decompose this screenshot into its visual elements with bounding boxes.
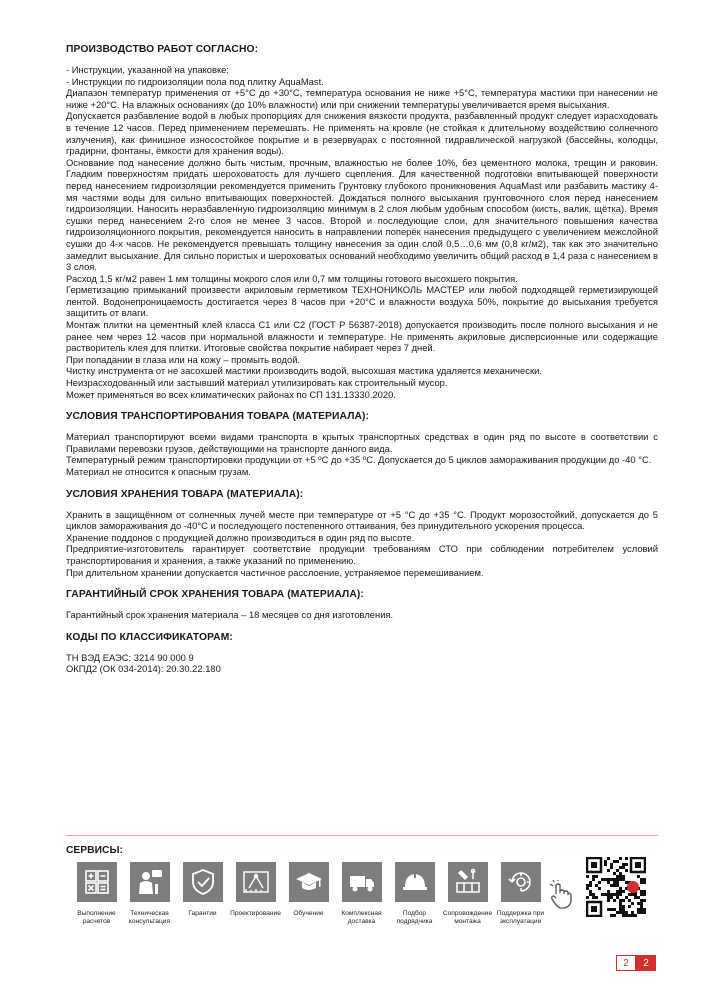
section-codes	[66, 632, 658, 675]
page-total: 2	[636, 955, 656, 971]
paragraph: Чистку инструмента от не засохшей мастики производить водой, высохшая мастика удаляется механически.	[66, 365, 542, 377]
section-title: КОДЫ ПО КЛАССИФИКАТОРАМ:	[66, 631, 233, 643]
paragraph: - Инструкции, указанной на упаковке;	[66, 64, 230, 75]
pointer-hand-icon	[548, 880, 574, 910]
service-label: Гарантии	[188, 910, 217, 917]
consultant-icon	[135, 867, 165, 897]
paragraph: ТН ВЭД ЕАЭС: 3214 90 000 9	[66, 651, 194, 663]
paragraph: Может применяться во всех климатических районах по СП 131.13330.2020.	[66, 388, 396, 400]
paragraph: Расход 1,5 кг/м2 равен 1 мм толщины мокрого слоя или 0,7 мм толщины готового высохшего покрытия.	[66, 272, 518, 284]
paragraph: Материал транспортируют всеми видами транспорта в крытых транспортных средствах в один ряд по высоте в соответствии с Правилами перевозки грузов, действующими на транспорте данного вида.	[66, 431, 658, 454]
paragraph: - Инструкции по гидроизоляции пола под плитку AquaMast.	[66, 75, 324, 87]
installation-icon	[453, 867, 483, 897]
paragraph: Хранение поддонов с продукцией должно производиться в один ряд по высоте.	[66, 531, 415, 543]
service-label: Выполнение расчетов	[77, 910, 116, 925]
footer-divider	[66, 835, 658, 836]
blueprint-icon	[241, 867, 271, 897]
document-body	[66, 44, 658, 686]
page-number	[616, 955, 656, 971]
service-label: Техническая консультация	[128, 910, 171, 925]
services-title: СЕРВИСЫ:	[66, 845, 123, 856]
service-calculations[interactable]	[70, 862, 123, 926]
service-guarantees[interactable]	[176, 862, 229, 926]
paragraph: Герметизацию примыканий произвести акриловым герметиком ТЕХНОНИКОЛЬ МАСТЕР или любой подходящей герметизирующей лентой. Водонепроницаемость достигается через 8 часов при +20°С и влажности воздуха 50%, покрытие до высыхания требуется защитить от влаги.	[66, 284, 658, 319]
support-icon	[506, 867, 536, 897]
hard-hat-icon	[400, 867, 430, 897]
service-contractor[interactable]	[388, 862, 441, 926]
paragraph: ОКПД2 (ОК 034-2014): 20.30.22.180	[66, 663, 221, 675]
section-title: УСЛОВИЯ ТРАНСПОРТИРОВАНИЯ ТОВАРА (МАТЕРИАЛА):	[66, 411, 370, 423]
paragraph: Неизрасходованный или застывший материал утилизировать как строительный мусор.	[66, 377, 448, 389]
section-body	[66, 652, 658, 675]
service-installation[interactable]	[441, 862, 494, 926]
paragraph: Диапазон температур применения от +5°С до +30°С, температура основания не ниже +5°С, температура мастики при нанесении не ниже +20°С. На влажных основаниях (до 10% влажности) или при снижении температуры увеличивается время высыхания.	[66, 87, 658, 110]
service-label: Поддержка при эксплуатации	[496, 910, 545, 925]
section-warranty	[66, 589, 658, 621]
service-support[interactable]	[494, 862, 547, 926]
section-body	[66, 609, 658, 621]
section-body	[66, 64, 658, 400]
qr-code-icon[interactable]	[586, 857, 646, 917]
paragraph: Материал не относится к опасным грузам.	[66, 466, 251, 477]
paragraph: Основание под нанесение должно быть чистым, прочным, влажностью не более 10%, без цементного молока, трещин и раковин. Гладким поверхностям придать шероховатость для лучшего сцепления. Для качественной подготовки впитывающей поверхности перед нанесением гидроизоляции рекомендуется применить Грунтовку глубокого проникновения AquaMast или разбавить мастику 4-мя частями воды для сильно впитывающих поверхностей. Дождаться полного высыхания грунтовочного слоя перед нанесением гидроизоляции. Наносить неразбавленную гидроизоляцию минимум в 2 слоя любым удобным способом (кисть, валик, щётка). Время сушки перед нанесением 2-го слоя не менее 3 часов. Второй и последующие слои, для значительного повышения качества гидроизоляционного покрытия, рекомендуется наносить в направлении поперёк нанесения предыдущего с увеличением межслойной сушки до 4-х часов. Не рекомендуется превышать толщину нанесения за один слой 0,5…0,6 мм (0,8 кг/м2), так как это значительно замедлит высыхание. Для сильно пористых и шероховатых оснований необходимо увеличить общий расход в 1,4 раза с нанесением в 3 слоя.	[66, 156, 658, 273]
paragraph: Хранить в защищённом от солнечных лучей месте при температуре от +5 °С до +35 °С. Продукт морозостойкий, допускается до 5 циклов замораживания до -40°С и последующего постепенного оттаивания, без принудительного ускорения процесса.	[66, 508, 658, 532]
section-title: УСЛОВИЯ ХРАНЕНИЯ ТОВАРА (МАТЕРИАЛА):	[66, 488, 304, 500]
paragraph: Предприятие-изготовитель гарантирует соответствие продукции требованиям СТО при соблюдении потребителем условий транспортирования и хранения, а также указаний по применению.	[66, 543, 658, 566]
services-row	[70, 862, 547, 926]
section-title: ПРОИЗВОДСТВО РАБОТ СОГЛАСНО:	[66, 44, 259, 55]
service-delivery[interactable]	[335, 862, 388, 926]
paragraph: Гарантийный срок хранения материала – 18 месяцев со дня изготовления.	[66, 609, 394, 621]
page-current: 2	[616, 955, 636, 971]
calculator-icon	[82, 867, 112, 897]
section-title: ГАРАНТИЙНЫЙ СРОК ХРАНЕНИЯ ТОВАРА (МАТЕРИАЛА):	[66, 589, 364, 601]
section-body	[66, 431, 658, 477]
paragraph: При длительном хранении допускается частичное расслоение, устраняемое перемешиванием.	[66, 566, 484, 578]
paragraph: При попадании в глаза или на кожу – промыть водой.	[66, 353, 301, 365]
service-consulting[interactable]	[123, 862, 176, 926]
service-label: Сопровождение монтажа	[442, 910, 493, 925]
section-body	[66, 509, 658, 579]
paragraph: Температурный режим транспортировки продукции от +5 ºС до +35 ºС. Допускается до 5 циклов замораживания продукции до -40 °С.	[66, 454, 652, 466]
truck-icon	[347, 867, 377, 897]
service-label: Комплексная доставка	[341, 910, 382, 925]
service-design[interactable]	[229, 862, 282, 926]
service-training[interactable]	[282, 862, 335, 926]
graduation-cap-icon	[294, 867, 324, 897]
paragraph: Допускается разбавление водой в любых пропорциях для снижения вязкости продукта, разбавленный продукт следует израсходовать в течение 12 часов. Перед применением перемешать. Не применять на кровле (не стойкая к длительному воздействию солнечного излучения), как финишное износостойкое покрытие и в резервуарах с постоянной гидравлической нагрузкой (бассейны, колодцы, градирни, фонтаны, ёмкости для хранения воды).	[66, 110, 658, 157]
service-label: Проектирование	[230, 910, 281, 917]
paragraph: Монтаж плитки на цементный клей класса С1 или С2 (ГОСТ Р 56387-2018) допускается производить после полного высыхания и не ранее чем через 12 часов при нормальной влажности и температуре. Не применять акриловые дисперсионные или содержащие растворитель клея для плитки. Итоговые свойства покрытие набирает через 7 дней.	[66, 319, 658, 354]
section-transport	[66, 411, 658, 477]
section-production	[66, 44, 658, 400]
section-storage	[66, 489, 658, 579]
service-label: Обучение	[293, 910, 324, 917]
service-label: Подбор подрядчика	[396, 910, 433, 925]
shield-check-icon	[188, 867, 218, 897]
